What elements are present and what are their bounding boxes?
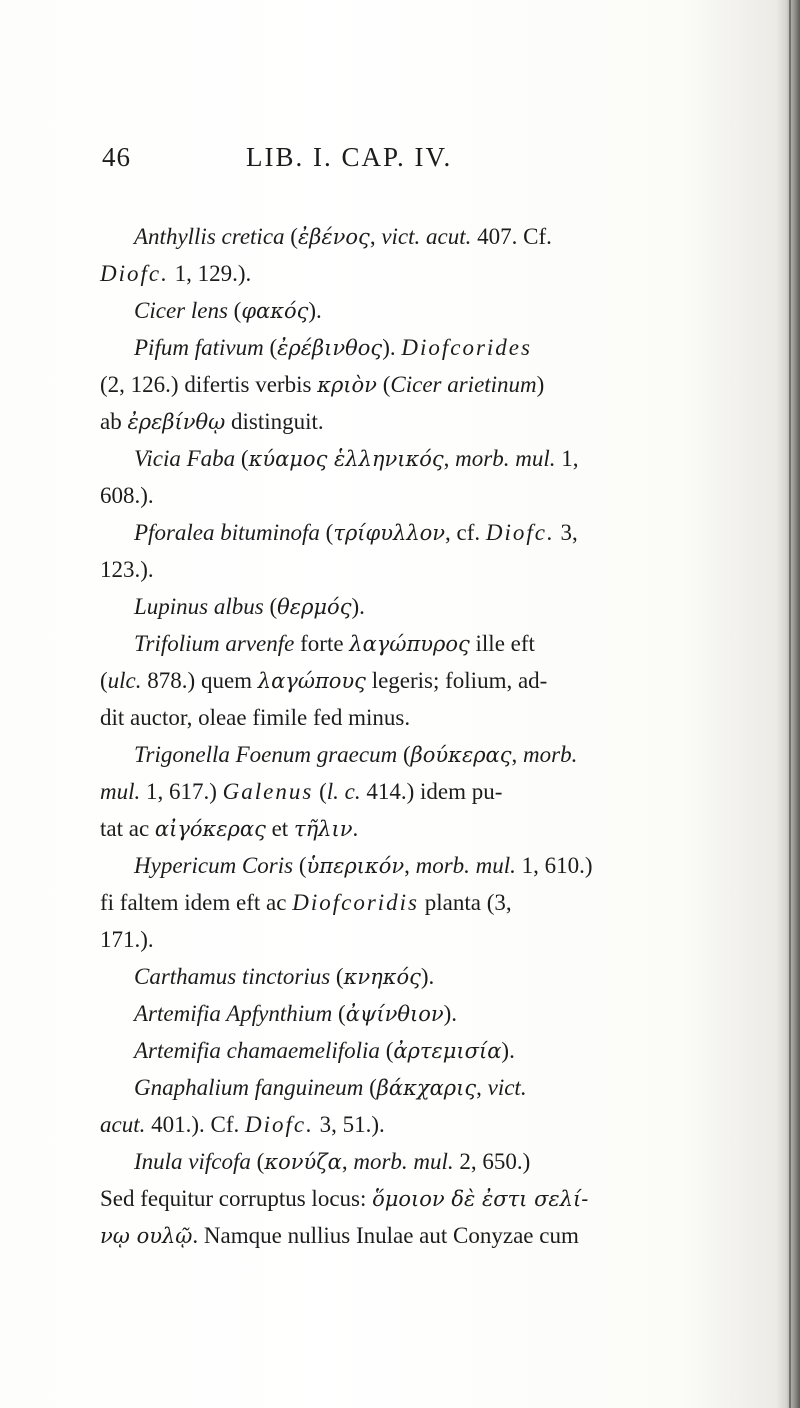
roman-text: fi faltem idem eft ac bbox=[100, 890, 293, 915]
author-name: Diofc. bbox=[245, 1112, 314, 1137]
text-line bbox=[100, 662, 772, 699]
greek-term: λαγώπυρος bbox=[349, 632, 470, 656]
italic-text: vict. acut. bbox=[381, 224, 472, 249]
roman-text: ( bbox=[397, 742, 411, 767]
italic-text: Artemifia chamaemelifolia bbox=[134, 1038, 380, 1063]
greek-term: ἐρέβινθος bbox=[277, 336, 383, 360]
italic-text: morb. mul. bbox=[455, 446, 556, 471]
roman-text: forte bbox=[294, 631, 350, 656]
roman-text: ( bbox=[263, 335, 278, 360]
text-line bbox=[100, 995, 772, 1032]
greek-term: φακός bbox=[241, 299, 309, 323]
roman-text: 414.) idem pu- bbox=[360, 779, 503, 804]
text-line bbox=[100, 551, 772, 588]
italic-text: ulc. bbox=[107, 668, 142, 693]
roman-text: ( bbox=[313, 779, 327, 804]
greek-term: ἀρτεμισία bbox=[393, 1039, 502, 1063]
italic-text: acut. bbox=[100, 1112, 146, 1137]
italic-text: Lupinus albus bbox=[134, 594, 264, 619]
roman-text: ). bbox=[382, 335, 402, 360]
text-line bbox=[100, 1143, 772, 1180]
roman-text: ( bbox=[263, 594, 278, 619]
running-head bbox=[0, 142, 800, 182]
greek-term: κύαμος ἑλληνικός bbox=[248, 447, 444, 471]
roman-text: ( bbox=[379, 1038, 394, 1063]
roman-text: ille eft bbox=[469, 631, 535, 656]
text-line bbox=[100, 1217, 772, 1254]
roman-text: ( bbox=[376, 372, 391, 397]
text-line bbox=[100, 292, 772, 329]
greek-term: κνηκός bbox=[343, 965, 421, 989]
text-line bbox=[100, 366, 772, 403]
roman-text: legeris; folium, ad- bbox=[365, 668, 548, 693]
roman-text: , cf. bbox=[445, 520, 486, 545]
text-line bbox=[100, 1180, 772, 1217]
roman-text: ) bbox=[536, 372, 545, 397]
greek-term: ὑπερικόν bbox=[306, 854, 405, 878]
roman-text: ). bbox=[351, 594, 365, 619]
page-edge-line bbox=[789, 0, 791, 1408]
roman-text: distinguit. bbox=[225, 409, 324, 434]
text-line bbox=[100, 588, 772, 625]
italic-text: Carthamus tinctorius bbox=[134, 964, 331, 989]
page-number: 46 bbox=[102, 142, 131, 172]
roman-text: Sed fequitur corruptus locus: bbox=[100, 1186, 373, 1211]
greek-term: κονύζα bbox=[264, 1150, 342, 1174]
greek-term: αἰγόκερας bbox=[154, 817, 266, 841]
text-line bbox=[100, 884, 772, 921]
author-name: Galenus bbox=[222, 779, 314, 804]
roman-text: 1, 617.) bbox=[140, 779, 223, 804]
roman-text: 171.). bbox=[100, 927, 154, 952]
italic-text: Trigonella Foenum graecum bbox=[134, 742, 398, 767]
italic-text: Hypericum Coris bbox=[134, 853, 294, 878]
roman-text: ( bbox=[293, 853, 307, 878]
roman-text: 878.) quem bbox=[141, 668, 258, 693]
roman-text: . bbox=[352, 816, 359, 841]
author-name: Diofc. bbox=[100, 261, 169, 286]
roman-text: 1, 129.). bbox=[168, 261, 252, 286]
roman-text: , bbox=[369, 224, 382, 249]
italic-text: Pifum fativum bbox=[134, 335, 264, 360]
roman-text: , bbox=[341, 1149, 354, 1174]
greek-term: θερμός bbox=[277, 595, 352, 619]
roman-text: 401.). Cf. bbox=[145, 1112, 246, 1137]
text-line bbox=[100, 921, 772, 958]
roman-text: et bbox=[265, 816, 294, 841]
roman-text: 2, 650.) bbox=[453, 1149, 531, 1174]
roman-text: ( bbox=[319, 520, 334, 545]
italic-text: Artemifia Apfynthium bbox=[134, 1001, 333, 1026]
greek-term: ἐρεβίνθῳ bbox=[127, 410, 226, 434]
roman-text: ab bbox=[100, 409, 128, 434]
roman-text: ). bbox=[420, 964, 435, 989]
roman-text: ). bbox=[443, 1001, 458, 1026]
roman-text: 1, bbox=[555, 446, 579, 471]
greek-term: ἐβένος bbox=[297, 225, 370, 249]
italic-text: l. c. bbox=[326, 779, 361, 804]
text-line bbox=[100, 847, 772, 884]
greek-term: ἀψίνθιον bbox=[345, 1002, 444, 1026]
text-line bbox=[100, 773, 772, 810]
text-line bbox=[100, 810, 772, 847]
roman-text: ). bbox=[308, 298, 322, 323]
roman-text: ( bbox=[235, 446, 249, 471]
text-line bbox=[100, 329, 772, 366]
roman-text: 608.). bbox=[100, 483, 154, 508]
italic-text: Trifolium arvenfe bbox=[134, 631, 295, 656]
greek-term: ὅμοιον δὲ ἐστι σελί- bbox=[372, 1187, 589, 1211]
italic-text: Gnaphalium fanguineum bbox=[134, 1075, 364, 1100]
italic-text: morb. mul. bbox=[415, 853, 516, 878]
roman-text: ( bbox=[227, 298, 242, 323]
italic-text: Vicia Faba bbox=[134, 446, 236, 471]
roman-text: . Namque nullius Inulae aut Conyzae cum bbox=[192, 1223, 579, 1248]
text-line bbox=[100, 218, 772, 255]
author-name: Diofcorides bbox=[401, 335, 532, 360]
greek-term: βούκερας bbox=[410, 743, 512, 767]
text-line bbox=[100, 403, 772, 440]
body-text bbox=[100, 218, 772, 1254]
text-line bbox=[100, 440, 772, 477]
roman-text: 1, 610.) bbox=[515, 853, 593, 878]
italic-text: morb. mul. bbox=[353, 1149, 454, 1174]
roman-text: , bbox=[443, 446, 456, 471]
roman-text: planta (3, bbox=[419, 890, 512, 915]
author-name: Diofc. bbox=[485, 520, 555, 545]
text-line bbox=[100, 699, 772, 736]
roman-text: ). bbox=[501, 1038, 515, 1063]
roman-text: 3, bbox=[554, 520, 578, 545]
italic-text: morb. bbox=[523, 742, 578, 767]
text-line bbox=[100, 255, 772, 292]
roman-text: dit auctor, oleae fimile fed minus. bbox=[100, 705, 411, 730]
text-line bbox=[100, 958, 772, 995]
greek-term: νῳ ουλῷ bbox=[100, 1224, 193, 1248]
roman-text: ( bbox=[332, 1001, 346, 1026]
running-title: LIB. I. CAP. IV. bbox=[246, 142, 453, 172]
greek-term: κριὸν bbox=[317, 373, 377, 397]
roman-text: , bbox=[404, 853, 416, 878]
text-line bbox=[100, 1032, 772, 1069]
italic-text: vict. bbox=[487, 1075, 527, 1100]
greek-term: τῆλιν bbox=[293, 817, 353, 841]
roman-text: 123.). bbox=[100, 557, 154, 582]
roman-text: , bbox=[476, 1075, 488, 1100]
text-line bbox=[100, 625, 772, 662]
italic-text: Anthyllis cretica bbox=[134, 224, 285, 249]
italic-text: Inula vifcofa bbox=[134, 1149, 251, 1174]
text-line bbox=[100, 477, 772, 514]
author-name: Diofcoridis bbox=[292, 890, 419, 915]
roman-text: ( bbox=[363, 1075, 377, 1100]
italic-text: Cicer arietinum bbox=[390, 372, 537, 397]
text-line bbox=[100, 1106, 772, 1143]
roman-text: ( bbox=[100, 668, 108, 693]
roman-text: , bbox=[511, 742, 524, 767]
text-line bbox=[100, 736, 772, 773]
greek-term: τρίφυλλον bbox=[333, 521, 446, 545]
roman-text: 407. Cf. bbox=[471, 224, 552, 249]
italic-text: Pforalea bituminofa bbox=[134, 520, 320, 545]
roman-text: 3, 51.). bbox=[313, 1112, 385, 1137]
roman-text: (2, 126.) difertis verbis bbox=[100, 372, 318, 397]
text-line bbox=[100, 514, 772, 551]
roman-text: tat ac bbox=[100, 816, 155, 841]
roman-text: ( bbox=[284, 224, 298, 249]
roman-text: ( bbox=[330, 964, 344, 989]
italic-text: Cicer lens bbox=[134, 298, 228, 323]
text-line bbox=[100, 1069, 772, 1106]
roman-text: ( bbox=[250, 1149, 265, 1174]
greek-term: λαγώπους bbox=[257, 669, 366, 693]
italic-text: mul. bbox=[100, 779, 141, 804]
greek-term: βάκχαρις bbox=[376, 1076, 477, 1100]
